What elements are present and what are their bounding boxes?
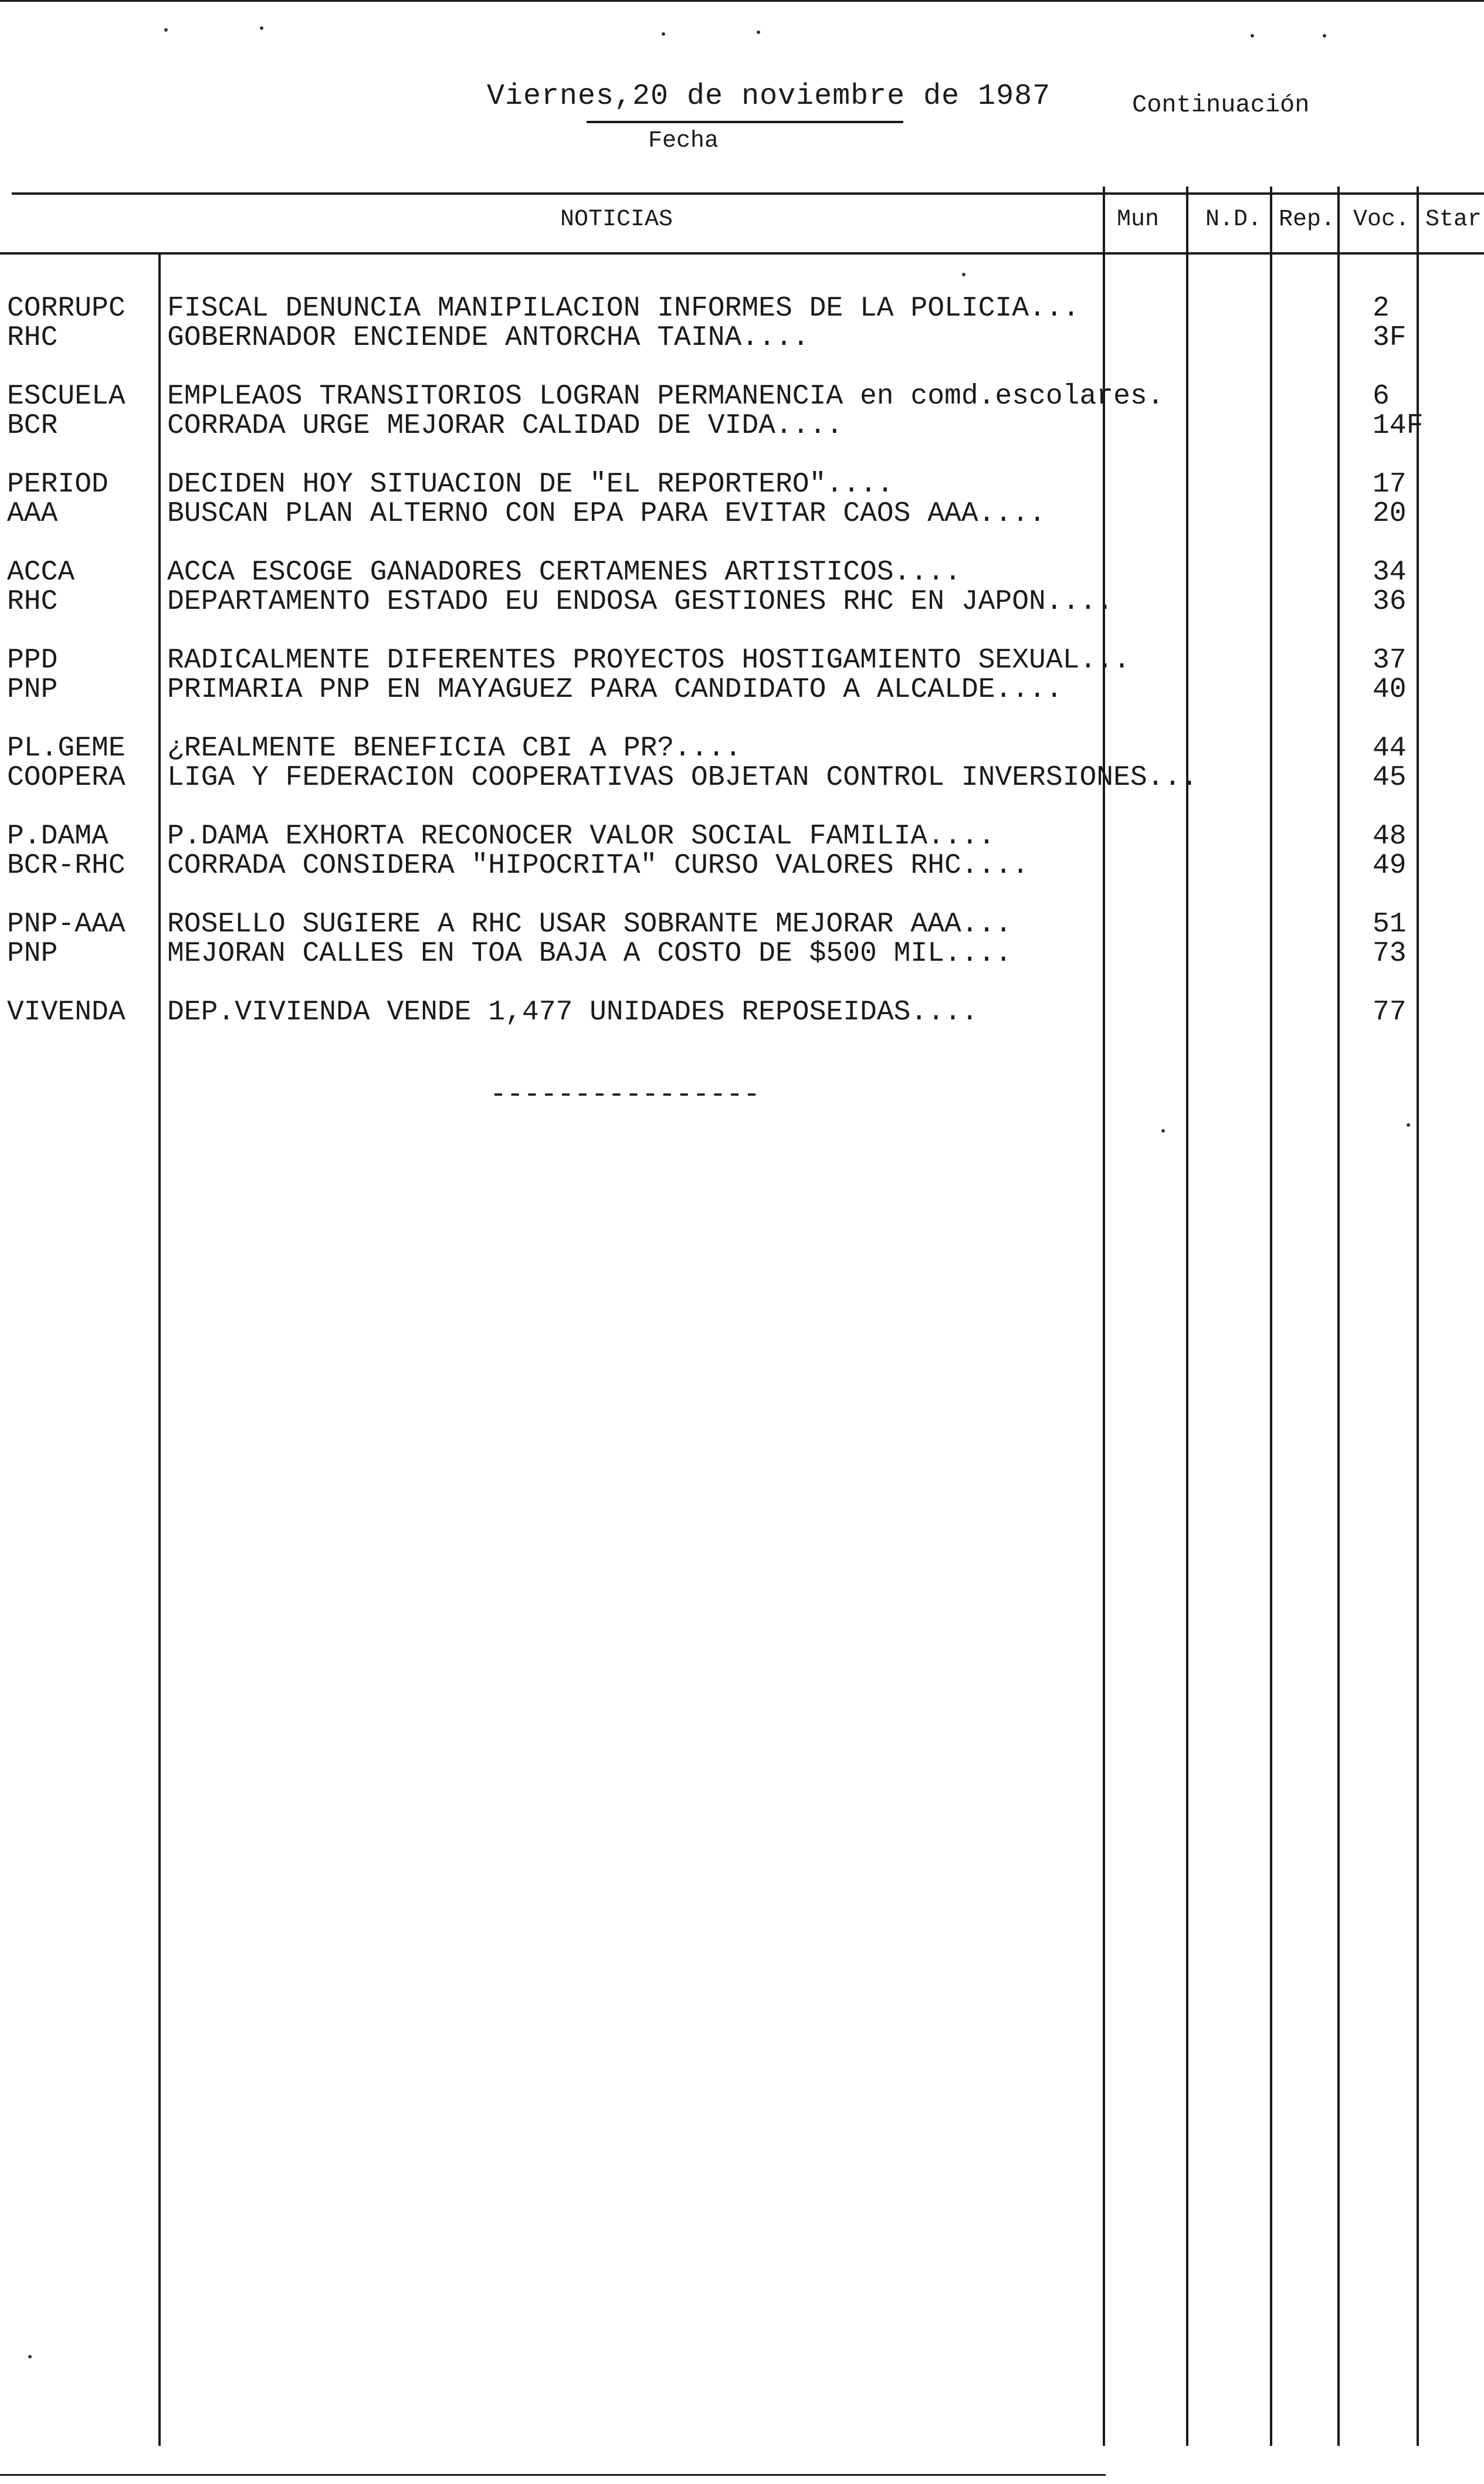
row-code: PNP-AAA [7, 909, 126, 940]
column-header-mun: Mun [1117, 206, 1160, 233]
table-row [0, 821, 1484, 852]
row-headline: ¿REALMENTE BENEFICIA CBI A PR?.... [167, 733, 742, 764]
column-header-star: Star [1425, 206, 1482, 233]
scan-speck [164, 28, 168, 32]
row-code: RHC [7, 322, 58, 354]
row-headline: DEPARTAMENTO ESTADO EU ENDOSA GESTIONES RHC EN JAPON.... [167, 586, 1114, 618]
header-date [487, 80, 1051, 113]
row-code: PNP [7, 938, 58, 970]
row-voc: 36 [1373, 586, 1407, 618]
row-headline: ROSELLO SUGIERE A RHC USAR SOBRANTE MEJORAR AAA... [167, 909, 1012, 940]
scan-speck [260, 26, 263, 30]
row-code: PPD [7, 645, 58, 676]
row-headline: CORRADA CONSIDERA "HIPOCRITA" CURSO VALORES RHC.... [167, 850, 1029, 882]
table-row [0, 733, 1484, 764]
row-code: CORRUPC [7, 293, 126, 324]
table-row [0, 469, 1484, 500]
date-prefix: Viernes,20 de [487, 80, 742, 113]
table-row [0, 645, 1484, 676]
row-headline: EMPLEAOS TRANSITORIOS LOGRAN PERMANENCIA en comd.escolares. [167, 381, 1164, 412]
row-headline: DEP.VIVIENDA VENDE 1,477 UNIDADES REPOSEIDAS.... [167, 997, 978, 1028]
scan-speck [28, 2355, 32, 2358]
row-code: PERIOD [7, 469, 109, 500]
row-code: PNP [7, 674, 58, 706]
table-row [0, 381, 1484, 412]
row-headline: CORRADA URGE MEJORAR CALIDAD DE VIDA.... [167, 410, 843, 442]
top-border-line [0, 0, 1484, 2]
scan-speck [1161, 1129, 1165, 1133]
row-headline: LIGA Y FEDERACION COOPERATIVAS OBJETAN CONTROL INVERSIONES... [167, 762, 1198, 794]
row-code: P.DAMA [7, 821, 109, 852]
row-code: ESCUELA [7, 381, 126, 412]
row-code: RHC [7, 586, 58, 618]
scan-speck [757, 31, 760, 34]
row-headline: P.DAMA EXHORTA RECONOCER VALOR SOCIAL FAMILIA.... [167, 821, 995, 852]
row-headline: RADICALMENTE DIFERENTES PROYECTOS HOSTIGAMIENTO SEXUAL... [167, 645, 1130, 676]
date-underline [587, 121, 903, 123]
column-header-rep: Rep. [1279, 206, 1336, 233]
scan-speck [962, 273, 965, 276]
scan-speck [1407, 1123, 1410, 1127]
row-voc: 48 [1373, 821, 1407, 852]
scan-speck [1251, 34, 1254, 38]
row-voc: 40 [1373, 674, 1407, 706]
table-row [0, 938, 1484, 969]
row-voc: 20 [1373, 498, 1407, 530]
date-suffix: de 1987 [905, 80, 1051, 113]
column-header-noticias: NOTICIAS [560, 206, 673, 233]
table-row [0, 997, 1484, 1028]
row-headline: MEJORAN CALLES EN TOA BAJA A COSTO DE $500 MIL.... [167, 938, 1012, 970]
row-headline: PRIMARIA PNP EN MAYAGUEZ PARA CANDIDATO A ALCALDE.... [167, 674, 1063, 706]
table-top-rule [12, 192, 1484, 195]
row-voc: 2 [1373, 293, 1390, 324]
scan-speck [662, 32, 665, 36]
row-voc: 17 [1373, 469, 1407, 500]
row-code: BCR [7, 410, 58, 442]
row-code: VIVENDA [7, 997, 126, 1028]
table-row [0, 293, 1484, 324]
row-code: AAA [7, 498, 58, 530]
row-code: COOPERA [7, 762, 126, 794]
bottom-rule [0, 2474, 1106, 2476]
row-voc: 37 [1373, 645, 1407, 676]
column-header-voc: Voc. [1353, 206, 1410, 233]
table-header-bottom-rule [0, 252, 1484, 255]
table-row [0, 499, 1484, 529]
row-voc: 45 [1373, 762, 1407, 794]
row-headline: ACCA ESCOGE GANADORES CERTAMENES ARTISTICOS.... [167, 557, 961, 588]
row-voc: 51 [1373, 909, 1407, 940]
table-row [0, 323, 1484, 353]
row-voc: 49 [1373, 850, 1407, 882]
row-voc: 73 [1373, 938, 1407, 970]
row-headline: BUSCAN PLAN ALTERNO CON EPA PARA EVITAR CAOS AAA.... [167, 498, 1046, 530]
date-month: noviembre [741, 80, 906, 113]
row-code: BCR-RHC [7, 850, 126, 882]
scan-speck [1323, 34, 1326, 38]
table-row [0, 587, 1484, 617]
table-row [0, 763, 1484, 793]
row-headline: FISCAL DENUNCIA MANIPILACION INFORMES DE LA POLICIA... [167, 293, 1080, 324]
column-header-nd: N.D. [1205, 206, 1262, 233]
row-voc: 14F [1373, 410, 1424, 442]
row-headline: DECIDEN HOY SITUACION DE "EL REPORTERO".... [167, 469, 894, 500]
table-row [0, 909, 1484, 940]
row-voc: 44 [1373, 733, 1407, 764]
table-row [0, 675, 1484, 705]
row-code: PL.GEME [7, 733, 126, 764]
row-code: ACCA [7, 557, 75, 588]
row-voc: 3F [1373, 322, 1407, 354]
row-voc: 77 [1373, 997, 1407, 1028]
row-headline: GOBERNADOR ENCIENDE ANTORCHA TAINA.... [167, 322, 809, 354]
table-row [0, 557, 1484, 588]
row-voc: 6 [1373, 381, 1390, 412]
table-row [0, 850, 1484, 881]
end-marker: ---------------- [490, 1079, 760, 1111]
table-row [0, 411, 1484, 441]
continuation-label: Continuación [1132, 91, 1310, 119]
row-voc: 34 [1373, 557, 1407, 588]
date-label: Fecha [648, 128, 719, 154]
